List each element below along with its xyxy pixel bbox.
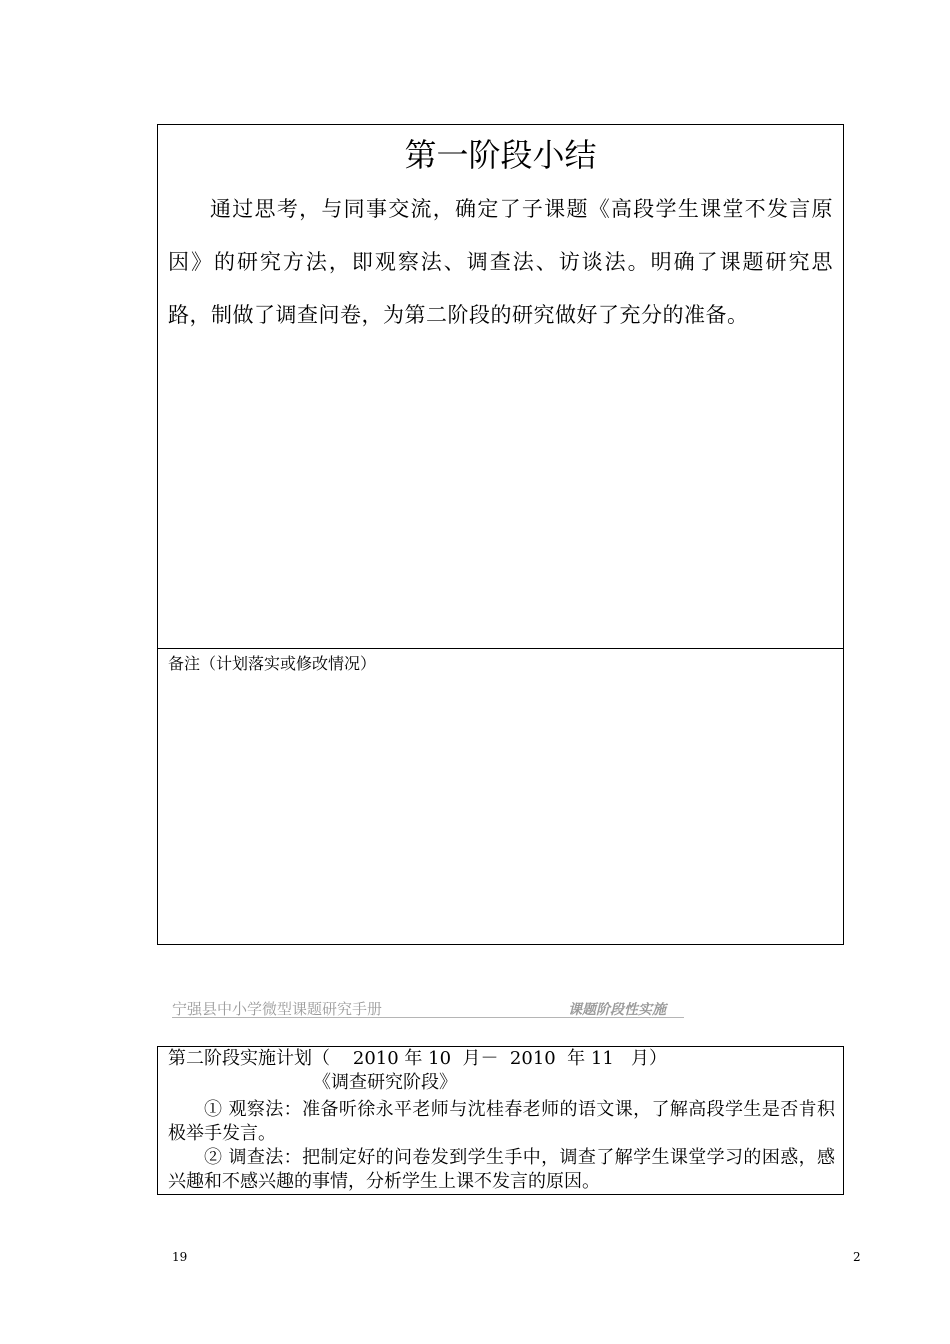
running-header-left: 宁强县中小学微型课题研究手册 — [172, 1000, 383, 1018]
stage-two-plan-box — [157, 1046, 844, 1195]
summary-body-text: 通过思考，与同事交流，确定了子课题《高段学生课堂不发言原因》的研究方法，即观察法、调查法、访谈法。明确了课题研究思路，制做了调查问卷，为第二阶段的研究做好了充分的准备。 — [168, 197, 833, 327]
stage-one-summary-box — [157, 124, 844, 649]
page-number-left: 19 — [172, 1250, 188, 1264]
plan-title: 第二阶段实施计划（ 2010 年 10 月－ 2010 年 11 月） — [168, 1048, 667, 1069]
remarks-box — [157, 648, 844, 945]
plan-subtitle: 《调查研究阶段》 — [313, 1072, 457, 1093]
running-header-right: 课题阶段性实施 — [568, 1002, 666, 1018]
summary-title: 第一阶段小结 — [404, 136, 597, 174]
plan-item-observation: ① 观察法：准备听徐永平老师与沈桂春老师的语文课，了解高段学生是否肯积极举手发言。 — [168, 1099, 835, 1144]
plan-item-survey: ② 调查法：把制定好的问卷发到学生手中，调查了解学生课堂学习的困惑，感兴趣和不感兴趣的事情，分析学生上课不发言的原因。 — [168, 1147, 835, 1192]
remarks-label: 备注（计划落实或修改情况） — [168, 654, 377, 673]
page-number-right: 2 — [853, 1250, 861, 1264]
